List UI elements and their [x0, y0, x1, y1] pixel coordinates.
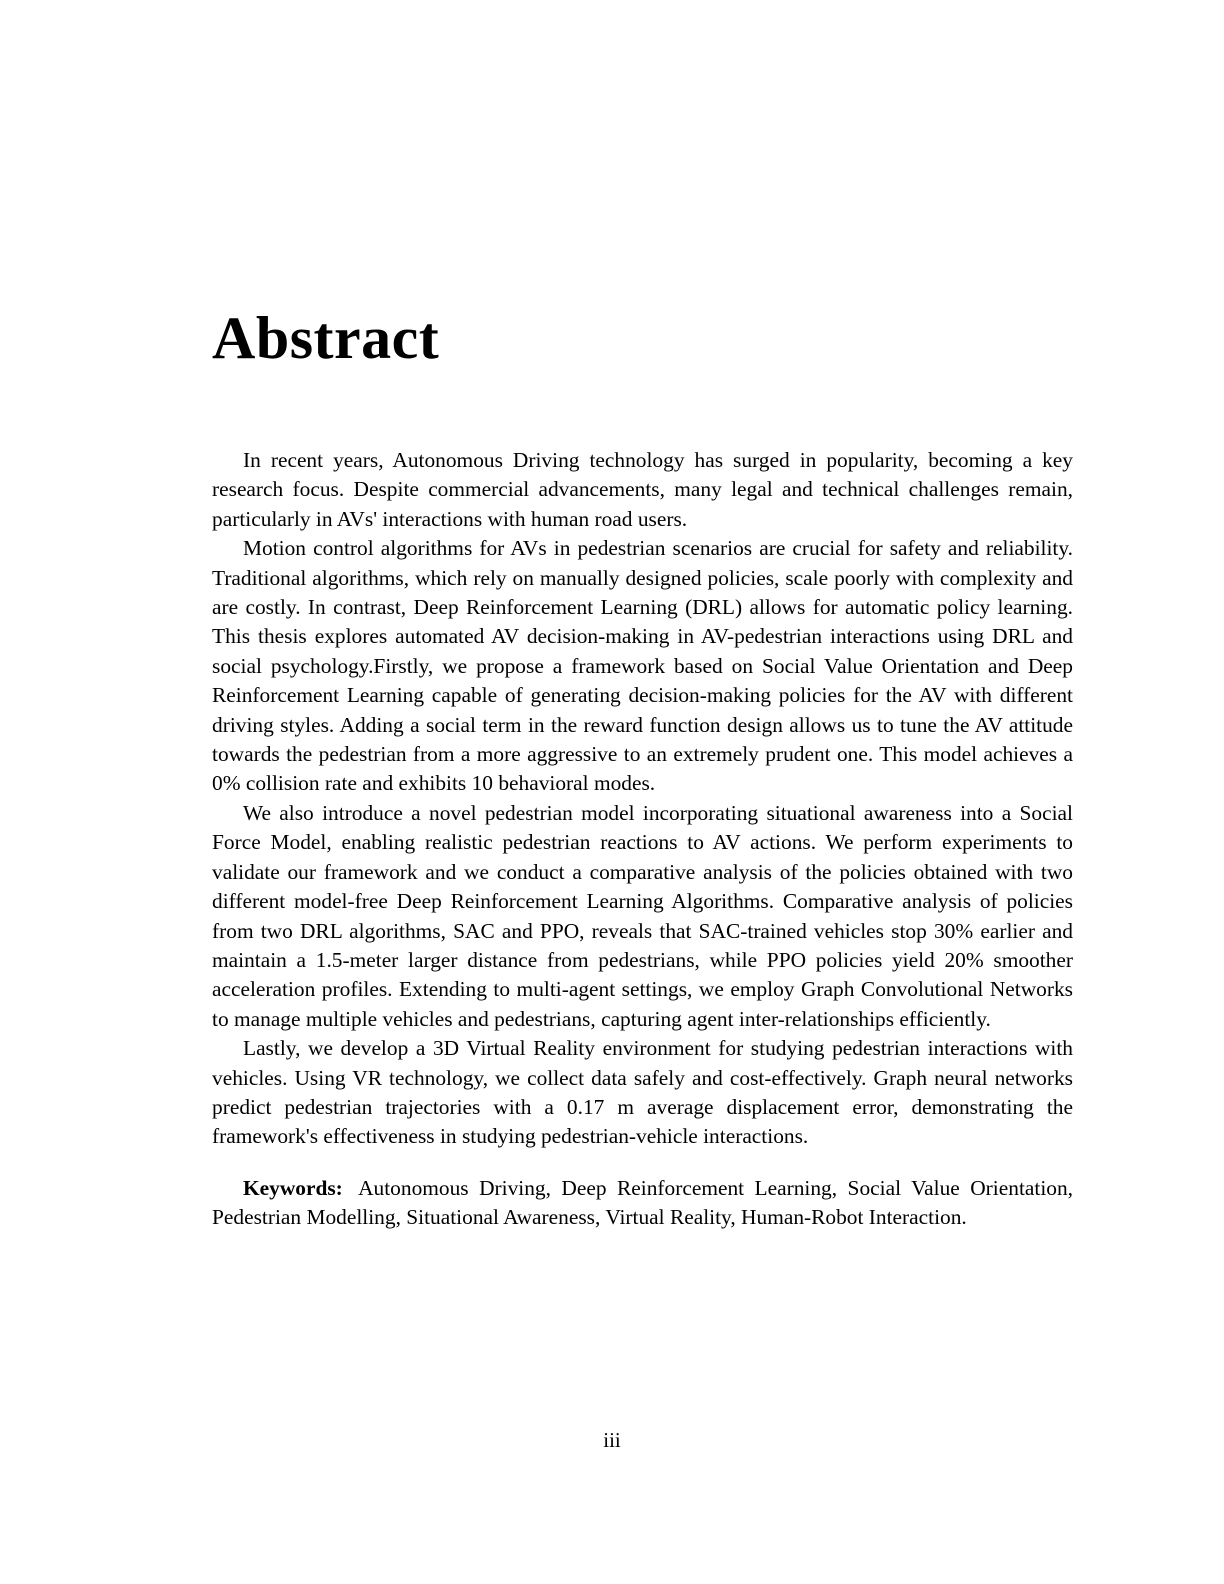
abstract-body [212, 446, 1073, 1233]
abstract-paragraph-1: In recent years, Autonomous Driving technology has surged in popularity, becoming a key research focus. Despite commercial advancements, many legal and technical challenges remain, particularly in AVs' interactions with human road users. [212, 448, 1073, 531]
text-column [212, 0, 1073, 1233]
keywords-label: Keywords: [243, 1175, 343, 1200]
abstract-paragraph-2: Motion control algorithms for AVs in pedestrian scenarios are crucial for safety and reliability. Traditional algorithms, which rely on manually designed policies, scale poorly with complexity and are costly. In contrast, Deep Reinforcement Learning (DRL) allows for automatic policy learning. This thesis explores automated AV decision-making in AV-pedestrian interactions using DRL and social psychology.Firstly, we propose a framework based on Social Value Orientation and Deep Reinforcement Learning capable of generating decision-making policies for the AV with different driving styles. Adding a social term in the reward function design allows us to tune the AV attitude towards the pedestrian from a more aggressive to an extremely prudent one. This model achieves a 0% collision rate and exhibits 10 behavioral modes. [212, 536, 1073, 796]
abstract-paragraph-4: Lastly, we develop a 3D Virtual Reality environment for studying pedestrian interactions with vehicles. Using VR technology, we collect data safely and cost-effectively. Graph neural networks predict pedestrian trajectories with a 0.17 m average displacement error, demonstrating the framework's effectiveness in studying pedestrian-vehicle interactions. [212, 1036, 1073, 1149]
keywords-list: Autonomous Driving, Deep Reinforcement Learning, Social Value Orientation, Pedestrian Modelling, Situational Awareness, Virtual Reality, Human-Robot Interaction. [212, 1175, 1074, 1230]
keywords-paragraph [212, 1174, 1073, 1233]
page-number: iii [603, 1428, 621, 1452]
page-title: Abstract [212, 305, 440, 371]
abstract-paragraph-3: We also introduce a novel pedestrian model incorporating situational awareness into a Social Force Model, enabling realistic pedestrian reactions to AV actions. We perform experiments to validate our framework and we conduct a comparative analysis of the policies obtained with two different model-free Deep Reinforcement Learning Algorithms. Comparative analysis of policies from two DRL algorithms, SAC and PPO, reveals that SAC-trained vehicles stop 30% earlier and maintain a 1.5-meter larger distance from pedestrians, while PPO policies yield 20% smoother acceleration profiles. Extending to multi-agent settings, we employ Graph Convolutional Networks to manage multiple vehicles and pedestrians, capturing agent inter-relationships efficiently. [212, 800, 1073, 1031]
